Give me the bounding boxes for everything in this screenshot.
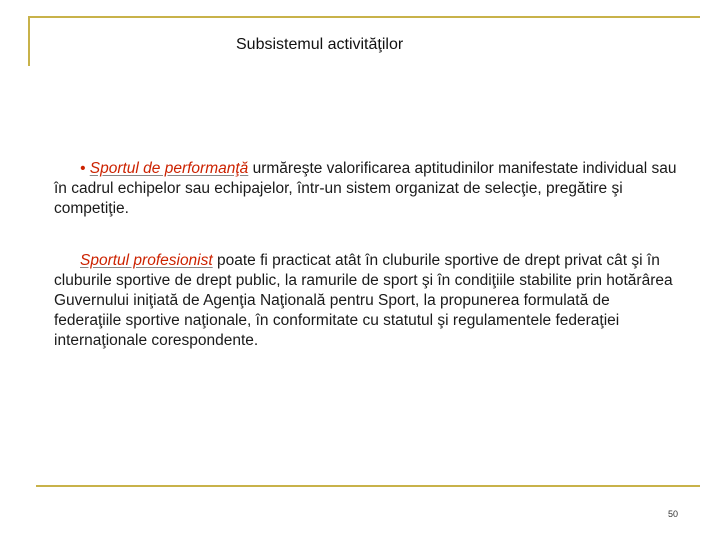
- paragraph2-emphasis: Sportul profesionist: [80, 252, 213, 269]
- top-rule: [28, 16, 700, 18]
- bullet: •: [80, 160, 86, 177]
- paragraph2-lead: [54, 252, 213, 269]
- bottom-rule: [36, 485, 700, 487]
- left-accent-bar: [28, 16, 30, 66]
- paragraph1-lead: [54, 160, 248, 177]
- page-number: 50: [667, 509, 678, 519]
- paragraph2-text: poate fi practicat atât în cluburile sportive de drept privat cât şi în cluburile sportive de drept public, la ramurile de sport şi în condiţiile stabilite prin hotărârea Guvernului iniţiată de Agenţia Naţională pentru Sport, la propunerea formulată de federaţiile sportive naţionale, în conformitate cu statutul şi regulamentele federaţiei internaţionale corespondente.: [54, 252, 673, 349]
- paragraph1-emphasis: Sportul de performanţă: [89, 160, 249, 177]
- paragraph-professional-sport: [54, 251, 680, 351]
- slide-title: Subsistemul activităţilor: [236, 36, 404, 53]
- paragraph-performance-sport: [54, 159, 680, 219]
- paragraph1-text: urmăreşte valorificarea aptitudinilor manifestate individual sau în cadrul echipelor sau echipajelor, într-un sistem organizat de selecţie, pregătire şi competiţie.: [54, 160, 677, 217]
